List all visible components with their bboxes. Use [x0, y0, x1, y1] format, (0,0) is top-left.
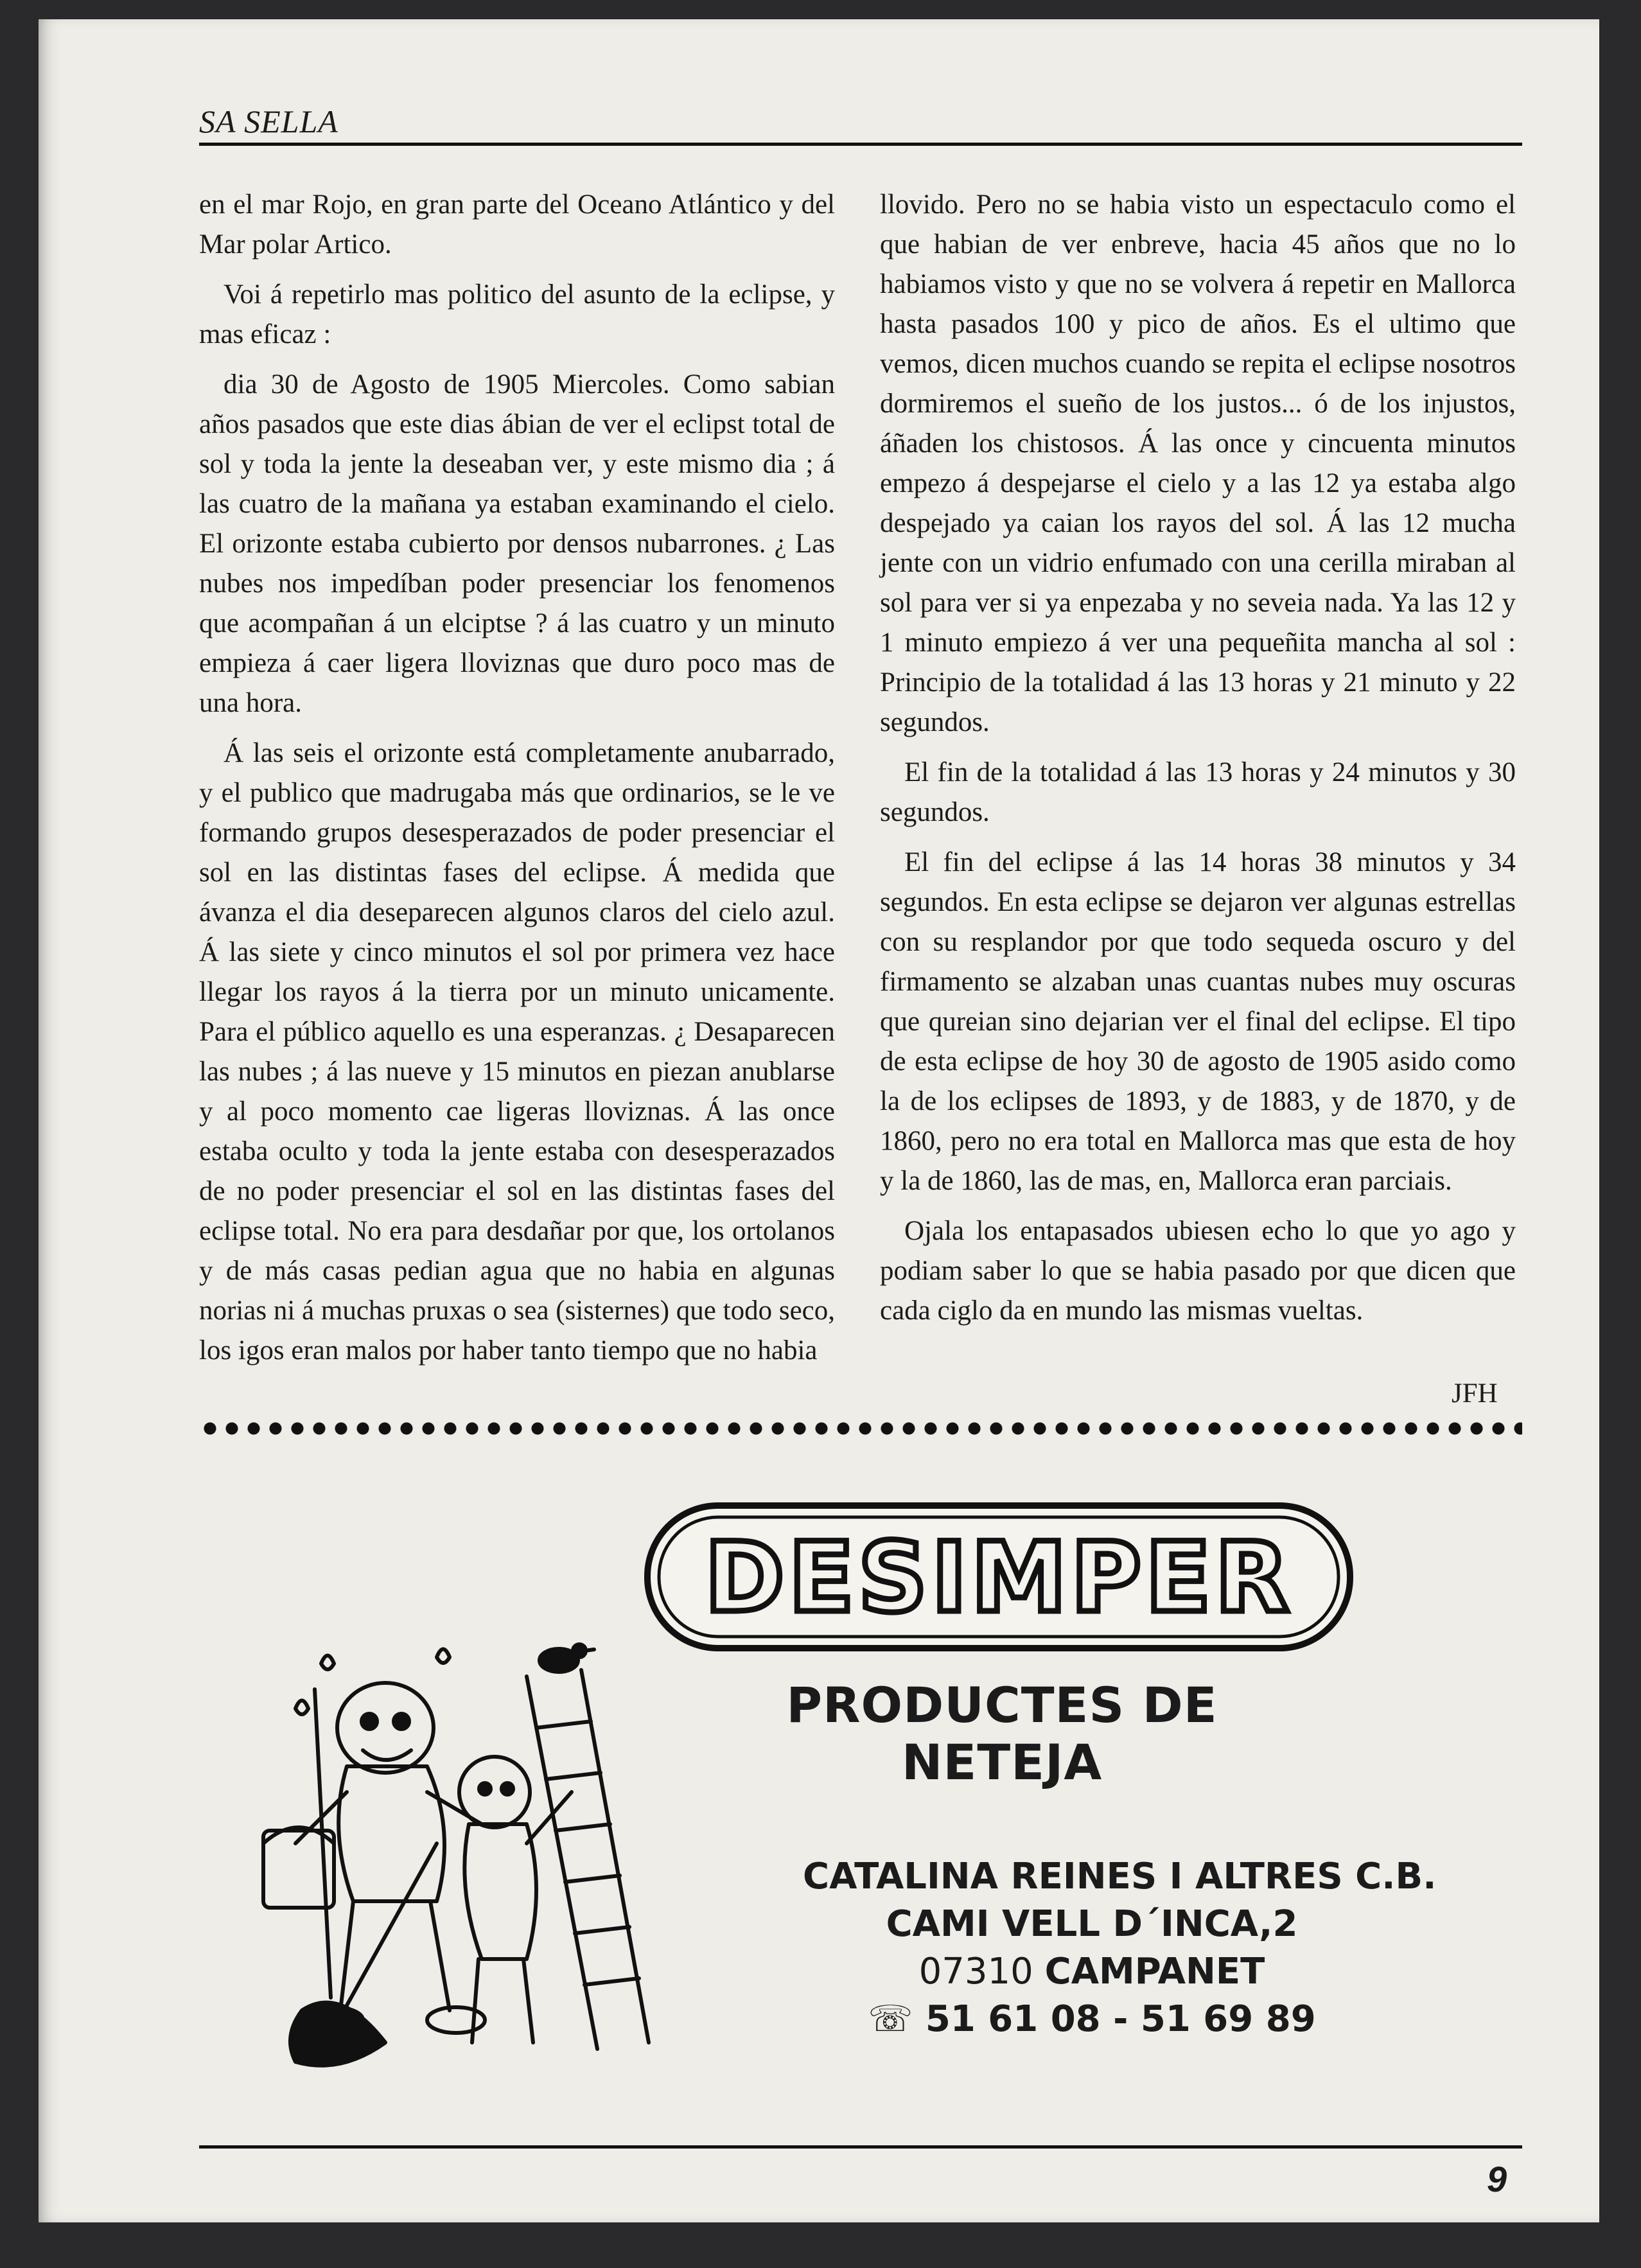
left-cleaner-figure: [263, 1683, 485, 2033]
dotted-separator: [199, 1420, 1522, 1437]
article-left-column: [199, 185, 835, 1381]
right-cleaner-figure: [459, 1757, 572, 2043]
broom-illustration: [290, 1843, 437, 2066]
advert-town: CAMPANET: [1044, 1951, 1265, 1992]
article-signature: JFH: [1452, 1378, 1498, 1409]
cleaning-workers-cartoon: [225, 1599, 713, 2088]
advert-company: CATALINA REINES I ALTRES C.B.: [803, 1856, 1437, 1897]
page-header-title: SA SELLA: [199, 103, 338, 139]
article-paragraph: Á las seis el orizonte está completamente anubarrado, y el publico que madrugaba más que ordinarios, se le ve formando grupos desesperazados de poder presenciar el sol en las distintas fases del eclipse. Á medida que ávanza el dia deseparecen algunos claros del cielo azul. Á las siete y cinco minutos el sol por primera vez hace llegar los rayos á la tierra por un minuto unicamente. Para el público aquello es una esperanzas. ¿ Desaparecen las nubes ; á las nueve y 15 minutos en piezan anublarse y al poco momento cae ligeras lloviznas. Á las once estaba oculto y toda la jente estaba con desesperazados de no poder presenciar el sol en las distintas fases del eclipse total. No era para desdañar por que, los ortolanos y de más casas pedian agua que no habia en algunas norias ni á muchas pruxas o sea (sisternes) que todo seco, los igos eran malos por haber tanto tiempo que no habia: [199, 738, 835, 1366]
advert-brand-logo: [642, 1497, 1355, 1657]
article-paragraph: en el mar Rojo, en gran parte del Oceano Atlántico y del Mar polar Artico.: [199, 189, 835, 259]
advert-location: [803, 1948, 1381, 1996]
advert-address: CAMI VELL D´INCA,2: [886, 1903, 1298, 1945]
advert-phones: 51 61 08 - 51 69 89: [925, 1998, 1316, 2040]
ladder-illustration: [527, 1670, 649, 2049]
article-paragraph: El fin del eclipse á las 14 horas 38 minutos y 34 segundos. En esta eclipse se dejaron ver algunas estrellas con su resplandor por que todo sequeda oscuro y del firmamento se alzaban unas cuantas nubes muy oscuras que qureian sino dejarian ver el final del eclipse. El tipo de esta eclipse de hoy 30 de agosto de 1905 asido como la de los eclipses de 1893, y de 1883, y de 1870, y de 1860, pero no era total en Mallorca mas que esta de hoy y la de 1860, las de mas, en, Mallorca eran parciais.: [880, 847, 1516, 1196]
article-paragraph: Voi á repetirlo mas politico del asunto de la eclipse, y mas eficaz :: [199, 279, 835, 349]
mop-handle: [315, 1689, 331, 1998]
page-number: 9: [1487, 2159, 1507, 2199]
article-paragraph: dia 30 de Agosto de 1905 Miercoles. Como sabian años pasados que este dias ábian de ver el eclipst total de sol y toda la jente la deseaban ver, y este mismo dia ; á las cuatro de la mañana ya estaban examinando el cielo. El orizonte estaba cubierto por densos nubarrones. ¿ Las nubes nos impedíban poder presenciar los fenomenos que acompañan á un elciptse ? á las cuatro y un minuto empieza á caer ligera lloviznas que duro poco mas de una hora.: [199, 369, 835, 718]
advert-contact-block: [803, 1853, 1437, 2043]
article-paragraph: llovido. Pero no se habia visto un espectaculo como el que habian de ver enbreve, hacia 45 años que no lo habiamos visto y que no se volvera á repetir en Mallorca hasta pasados 100 y pico de años. Es el ultimo que vemos, dicen muchos cuando se repita el eclipse nosotros dormiremos el sueño de los justos... ó de los injustos, áñaden los chistosos. Á las once y cincuenta minutos empezo á despejarse el cielo y a las 12 ya estaba algo despejado ya caian los rayos del sol. Á las 12 mucha jente con un vidrio enfumado con una cerilla miraban al sol para ver si ya enpezaba y no seveia nada. Ya las 12 y 1 minuto empiezo á ver una pequeñita mancha al sol : Principio de la totalidad á las 13 horas y 21 minuto y 22 segundos.: [880, 189, 1516, 737]
phone-icon: ☏: [868, 1998, 913, 2040]
bird-illustration: [540, 1644, 594, 1672]
header-rule: [199, 143, 1522, 146]
advert-postal-code: 07310: [918, 1951, 1033, 1992]
advert-phones-line: [803, 1996, 1381, 2043]
advert-subtitle: PRODUCTES DE NETEJA: [786, 1676, 1218, 1791]
footer-rule: [199, 2145, 1522, 2149]
magazine-page: [39, 19, 1599, 2222]
advert-brand-text: DESIMPER: [705, 1522, 1293, 1634]
article-paragraph: Ojala los entapasados ubiesen echo lo que yo ago y podiam saber lo que se habia pasado por que dicen que cada ciglo da en mundo las mismas vueltas.: [880, 1216, 1516, 1326]
article-paragraph: El fin de la totalidad á las 13 horas y 24 minutos y 30 segundos.: [880, 757, 1516, 827]
article-right-column: [880, 185, 1516, 1341]
